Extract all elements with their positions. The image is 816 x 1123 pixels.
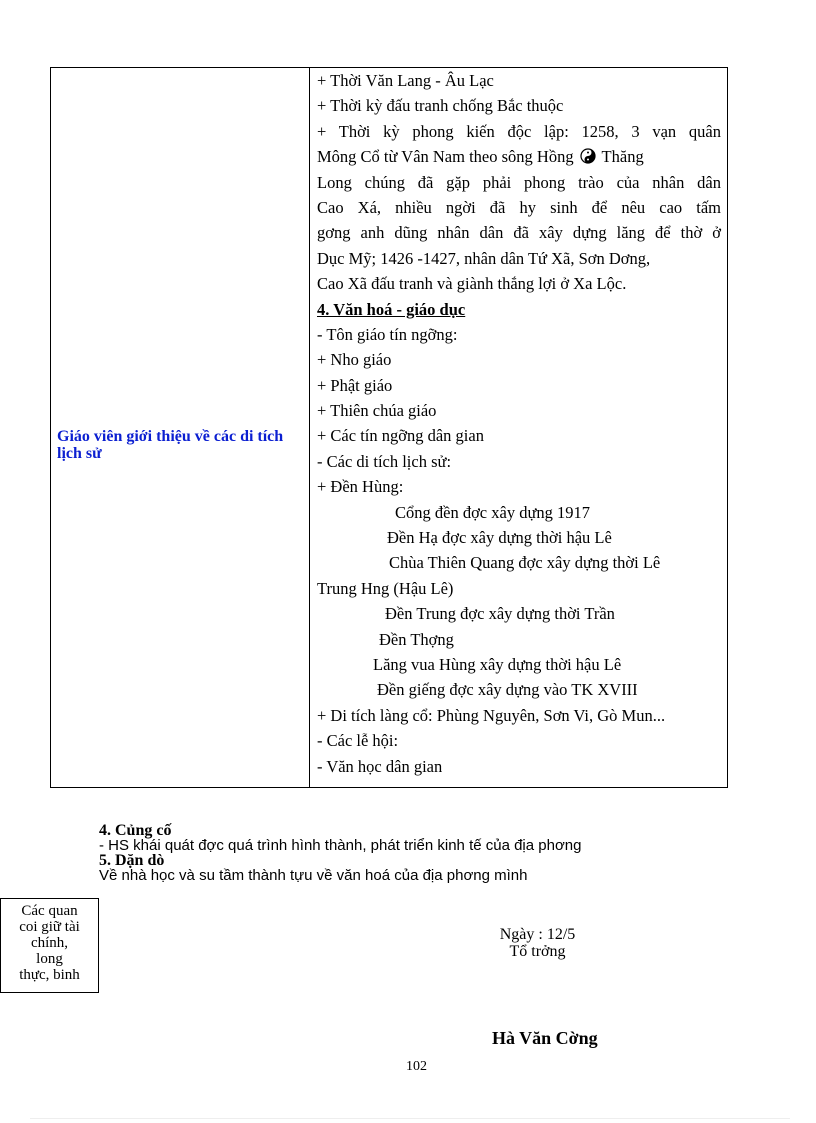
signature-date: Ngày : 12/5 <box>499 926 576 943</box>
margin-note-line: Các quan <box>21 903 78 919</box>
column-divider <box>309 68 310 787</box>
teacher-activity-cell: Giáo viên giới thiệu về các di tích lịch sử <box>57 428 284 462</box>
signature-block <box>455 926 620 960</box>
content-line: Đền giếng đợc xây dựng vào TK XVIII <box>377 680 638 700</box>
margin-note-line: thực, binh <box>19 967 80 983</box>
content-line: Cổng đền đợc xây dựng 1917 <box>395 502 591 522</box>
content-line: + Thời kỳ đấu tranh chống Bắc thuộc <box>317 96 564 116</box>
section-heading: 4. Văn hoá - giáo dục <box>317 299 466 319</box>
margin-note-box <box>0 898 99 993</box>
content-line: - Tôn giáo tín ngỡng: <box>317 324 458 344</box>
content-line-part: Mông Cổ từ Vân Nam theo sông Hồng <box>317 147 574 167</box>
content-line: Đền Trung đợc xây dựng thời Trần <box>385 604 615 624</box>
content-line: gơng anh dũng nhân dân đã xây dựng lăng để thờ ở <box>317 223 721 243</box>
content-line: + Thời kỳ phong kiến độc lập: 1258, 3 vạn quân <box>317 121 721 141</box>
content-line: Trung Hng (Hậu Lê) <box>317 578 454 598</box>
content-line: + Nho giáo <box>317 350 392 370</box>
section-heading: 5. Dặn dò <box>99 852 165 869</box>
content-line: + Đền Hùng: <box>317 477 404 497</box>
content-line: - Văn học dân gian <box>317 756 443 776</box>
content-line: + Phật giáo <box>317 375 393 395</box>
content-line: Cao Xá, nhiều ngời đã hy sinh để nêu cao tấm <box>317 197 721 217</box>
content-line: Đền Thợng <box>379 629 454 649</box>
content-line: Dục Mỹ; 1426 -1427, nhân dân Tứ Xã, Sơn Dơng, <box>317 248 651 268</box>
content-line: - Các lễ hội: <box>317 731 399 751</box>
margin-note-line: chính, <box>30 935 69 951</box>
homework-text: Về nhà học và su tầm thành tựu về văn hoá của địa phơng mình <box>99 867 528 884</box>
section-heading: 4. Củng cố <box>99 822 172 839</box>
content-line: + Thời Văn Lang - Âu Lạc <box>317 71 494 90</box>
content-line: Đền Hạ đợc xây dựng thời hậu Lê <box>387 528 612 548</box>
content-line: - Các di tích lịch sử: <box>317 451 452 471</box>
summary-text: - HS khái quát đợc quá trình hình thành, phát triển kinh tế của địa phơng <box>99 837 582 854</box>
content-line: Cao Xã đấu tranh và giành thắng lợi ở Xa Lộc. <box>317 274 627 294</box>
content-line: Long chúng đã gặp phải phong trào của nhân dân <box>317 172 721 192</box>
footer-divider <box>30 1118 790 1119</box>
margin-note-line: coi giữ tài <box>19 919 80 935</box>
page-number: 102 <box>406 1059 427 1074</box>
content-line: + Di tích làng cổ: Phùng Nguyên, Sơn Vi, Gò Mun... <box>317 705 666 725</box>
yin-yang-icon <box>580 148 596 164</box>
margin-note-line: long <box>36 951 63 967</box>
content-cell <box>317 68 721 779</box>
lesson-table <box>50 67 728 788</box>
content-line-part: Thăng <box>601 147 644 167</box>
signer-name: Hà Văn Cờng <box>492 1028 598 1048</box>
content-line: + Các tín ngỡng dân gian <box>317 426 484 446</box>
content-line: Lăng vua Hùng xây dựng thời hậu Lê <box>373 654 622 674</box>
lesson-summary <box>99 823 581 883</box>
content-line-with-icon <box>317 144 721 169</box>
signature-role: Tổ trởng <box>509 943 566 960</box>
content-line: Chùa Thiên Quang đợc xây dựng thời Lê <box>389 553 661 573</box>
content-line: + Thiên chúa giáo <box>317 401 437 421</box>
